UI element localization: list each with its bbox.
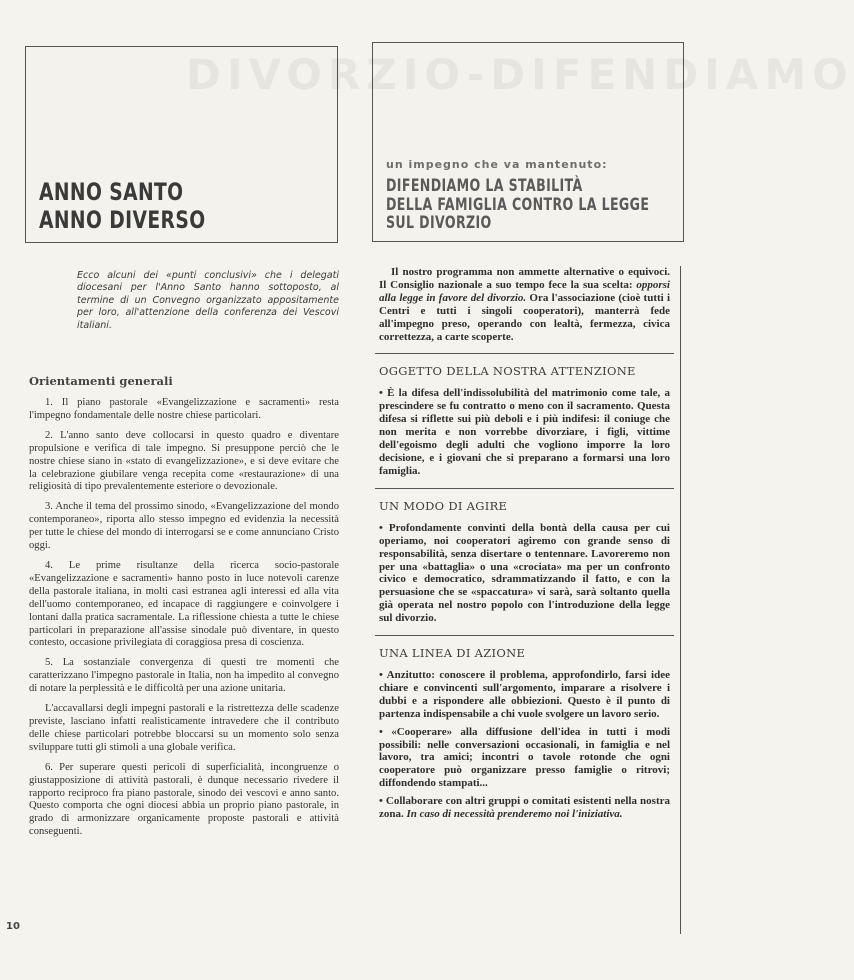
left-title-line1: ANNO SANTO	[39, 178, 184, 206]
right-headline	[386, 177, 649, 233]
divider	[375, 635, 674, 636]
program-text-emphasis: opporsi alla legge in favore del divorzio.	[379, 278, 670, 304]
left-title	[39, 178, 206, 234]
left-column	[29, 270, 339, 846]
attention-paragraph: • È la difesa dell'indissolubilità del matrimonio come tale, a prescindere se fu contratto o meno con il sacramento. Questa difesa si riflette sui più deboli e i più indifesi: il coniuge che non merita e non vorrebbe divorziare, i figli, vittime dell'egoismo degli adulti che vogliono imporre la loro decisione, e i giovani che si preparano a formarsi una loro famiglia.	[379, 387, 670, 477]
divider	[375, 488, 674, 489]
divider	[375, 353, 674, 354]
heading-action: UNA LINEA DI AZIONE	[379, 646, 526, 661]
action-text-a: • Collaborare con altri gruppi o comitati esistenti nella nostra zona.	[379, 795, 670, 821]
left-paragraph-7: 6. Per superare questi pericoli di superficialità, incongruenze o giustapposizione di attività pastorali, è dunque necessario rivedere il rapporto reciproco fra piano pastorale, sinodo dei vescovi e anno santo. Questo comporta che ogni diocesi abbia un proprio piano pastorale, in grado di armonizzare organicamente proposte pastorali e attività conseguenti.	[29, 761, 339, 838]
right-kicker: un impegno che va mantenuto:	[386, 158, 608, 171]
program-text-a: Il nostro programma non ammette alternative o equivoci. Il Consiglio nazionale a suo tempo fece la sua scelta:	[379, 266, 670, 291]
left-paragraph-5: 5. La sostanziale convergenza di questi tre momenti che caratterizzano l'impegno pastorale in Italia, non ha impedito al convegno di notare la perplessità e le difficoltà per una azione unitaria.	[29, 657, 339, 695]
left-paragraph-1: 1. Il piano pastorale «Evangelizzazione e sacramenti» resta l'impegno fondamentale delle nostre chiese particolari.	[29, 397, 339, 421]
method-paragraph: • Profondamente convinti della bontà della causa per cui operiamo, noi cooperatori agiremo con grande senso di responsabilità, senza disertare o tentennare. Lavoreremo non per una «battaglia» o una «crociata» ma per un confronto civico e democratico, sdrammatizzando il fatto, e con la persuasione che se «spaccatura» vi sarà, sarà soltanto quella già operata nel nostro popolo con l'introduzione della legge sul divorzio.	[379, 521, 670, 625]
page-number: 10	[6, 921, 20, 932]
section-title: Orientamenti generali	[29, 374, 173, 389]
left-paragraph-3: 3. Anche il tema del prossimo sinodo, «Evangelizzazione del mondo contemporaneo», riporta allo stesso impegno ed evidenzia la necessità per tutte le chiese del mondo di interrogarsi se e come annunciano Cristo oggi.	[29, 501, 339, 552]
heading-attention: OGGETTO DELLA NOSTRA ATTENZIONE	[379, 364, 636, 379]
left-paragraph-6: L'accavallarsi degli impegni pastorali e la ristrettezza delle scadenze previste, lasciano infatti realisticamente intravedere che il contributo delle chiese particolari potrebbe bloccarsi su un momento solo senza sviluppare tutti gli stimoli a una globale verifica.	[29, 703, 339, 753]
left-paragraph-4: 4. Le prime risultanze della ricerca socio-pastorale «Evangelizzazione e sacramenti» hanno posto in luce notevoli carenze della pastorale italiana, in molti casi estranea agli interessi ed alla vita dell'uomo contemporaneo, ed incapace di raggiungere e coinvolgere i lontani dalla pratica sacramentale. La riflessione chiesta a tutte le chiese particolari in preparazione all'assise sinodale può diventare, in questo contesto, occasione privilegiata di coraggiosa presa di coscienza.	[29, 560, 339, 649]
action-paragraph-2: • «Cooperare» alla diffusione dell'idea in tutti i modi possibili: nelle conversazioni occasionali, in famiglia e nel lavoro, tra amici; incontri o tavole rotonde che ogni cooperatore può organizzare presso famiglie o ritrovi; diffondendo stampati...	[379, 725, 670, 790]
intro-text: Ecco alcuni dei «punti conclusivi» che i delegati diocesani per l'Anno Santo hanno sottoposto, al termine di un Convegno organizzato appositamente per loro, all'attenzione della conferenza dei Vescovi italiani.	[77, 270, 339, 331]
right-headline-line1: DIFENDIAMO LA STABILITÀ	[386, 176, 583, 196]
program-text-b: Ora l'associazione (cioè tutti i Centri e tutti i singoli cooperatori), manterrà fede all'impegno preso, operando con lealtà, fermezza, civica correttezza, a carte scoperte.	[379, 291, 670, 343]
heading-method: UN MODO DI AGIRE	[379, 498, 508, 513]
action-paragraph-1: • Anzitutto: conoscere il problema, approfondirlo, farsi idee chiare e convincenti sull'argomento, imparare a risolvere i dubbi e a rispondere alle obbiezioni. Questo è il punto di partenza indispensabile a chi vuole svolgere un lavoro serio.	[379, 669, 670, 720]
right-headline-line2: DELLA FAMIGLIA CONTRO LA LEGGE	[386, 194, 650, 215]
bleed-through-text: DIVORZIO-DIFENDIAMO	[186, 50, 854, 99]
right-column	[375, 266, 681, 934]
left-paragraph-2: 2. L'anno santo deve collocarsi in questo quadro e diventare propulsione e verifica di tale impegno. Si presuppone perciò che le nostre chiese siano in «stato di evangelizzazione», e si deve evitare che la celebrazione giubilare venga recepita come «restaurazione» di una religiosità di tipo prevalentemente esteriore o devozionale.	[29, 429, 339, 493]
left-title-line2: ANNO DIVERSO	[39, 206, 206, 234]
program-paragraph	[379, 266, 670, 343]
action-text-emphasis: In caso di necessità prenderemo noi l'iniziativa.	[406, 808, 623, 821]
right-headline-line3: SUL DIVORZIO	[386, 213, 492, 233]
action-paragraph-3	[379, 795, 670, 821]
